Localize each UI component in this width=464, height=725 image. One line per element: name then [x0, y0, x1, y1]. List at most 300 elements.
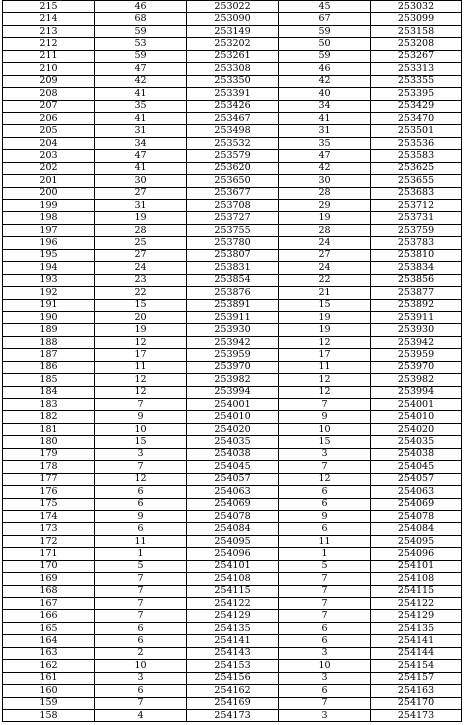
row-index-cell: 161 [3, 672, 95, 684]
row-index-cell: 197 [3, 224, 95, 236]
cumulative-b-cell: 254096 [371, 548, 462, 560]
count-a-cell: 27 [95, 249, 187, 261]
count-b-cell: 40 [279, 88, 371, 100]
cumulative-a-cell: 253831 [187, 262, 279, 274]
count-a-cell: 41 [95, 88, 187, 100]
count-a-cell: 31 [95, 125, 187, 137]
count-b-cell: 42 [279, 75, 371, 87]
cumulative-b-cell: 254163 [371, 685, 462, 697]
row-index-cell: 171 [3, 548, 95, 560]
cumulative-a-cell: 254122 [187, 598, 279, 610]
cumulative-b-cell: 253032 [371, 1, 462, 13]
row-index-cell: 178 [3, 461, 95, 473]
row-index-cell: 201 [3, 175, 95, 187]
table-row [3, 709, 462, 721]
count-a-cell: 11 [95, 361, 187, 373]
count-a-cell: 7 [95, 573, 187, 585]
count-a-cell: 31 [95, 200, 187, 212]
count-b-cell: 6 [279, 523, 371, 535]
row-index-cell: 194 [3, 262, 95, 274]
table-row [3, 560, 462, 572]
row-index-cell: 176 [3, 486, 95, 498]
cumulative-b-cell: 254010 [371, 411, 462, 423]
count-b-cell: 12 [279, 336, 371, 348]
table-row [3, 647, 462, 659]
cumulative-b-cell: 253158 [371, 25, 462, 37]
row-index-cell: 212 [3, 38, 95, 50]
cumulative-a-cell: 253391 [187, 88, 279, 100]
cumulative-b-cell: 254135 [371, 622, 462, 634]
cumulative-b-cell: 253930 [371, 324, 462, 336]
row-index-cell: 159 [3, 697, 95, 709]
count-b-cell: 31 [279, 125, 371, 137]
table-row [3, 324, 462, 336]
table-row [3, 436, 462, 448]
row-index-cell: 209 [3, 75, 95, 87]
count-a-cell: 3 [95, 448, 187, 460]
row-index-cell: 210 [3, 63, 95, 75]
cumulative-b-cell: 253959 [371, 349, 462, 361]
table-row [3, 237, 462, 249]
count-a-cell: 24 [95, 262, 187, 274]
cumulative-a-cell: 253942 [187, 336, 279, 348]
table-row [3, 63, 462, 75]
row-index-cell: 185 [3, 374, 95, 386]
table-row [3, 162, 462, 174]
count-a-cell: 68 [95, 13, 187, 25]
count-a-cell: 9 [95, 510, 187, 522]
row-index-cell: 191 [3, 299, 95, 311]
cumulative-a-cell: 254038 [187, 448, 279, 460]
table-row [3, 622, 462, 634]
count-b-cell: 59 [279, 50, 371, 62]
count-a-cell: 6 [95, 622, 187, 634]
table-row [3, 411, 462, 423]
cumulative-b-cell: 253759 [371, 224, 462, 236]
cumulative-b-cell: 253355 [371, 75, 462, 87]
count-a-cell: 7 [95, 697, 187, 709]
table-row [3, 25, 462, 37]
cumulative-b-cell: 254173 [371, 709, 462, 721]
count-b-cell: 5 [279, 560, 371, 572]
count-b-cell: 17 [279, 349, 371, 361]
row-index-cell: 207 [3, 100, 95, 112]
cumulative-a-cell: 254108 [187, 573, 279, 585]
cumulative-a-cell: 253620 [187, 162, 279, 174]
cumulative-a-cell: 253876 [187, 287, 279, 299]
count-a-cell: 35 [95, 100, 187, 112]
row-index-cell: 196 [3, 237, 95, 249]
data-table [2, 0, 462, 722]
count-b-cell: 3 [279, 709, 371, 721]
cumulative-b-cell: 253683 [371, 187, 462, 199]
count-b-cell: 6 [279, 486, 371, 498]
cumulative-a-cell: 253467 [187, 112, 279, 124]
cumulative-b-cell: 254045 [371, 461, 462, 473]
table-row [3, 548, 462, 560]
cumulative-b-cell: 253267 [371, 50, 462, 62]
count-a-cell: 19 [95, 324, 187, 336]
cumulative-a-cell: 253579 [187, 150, 279, 162]
count-a-cell: 7 [95, 610, 187, 622]
cumulative-b-cell: 254084 [371, 523, 462, 535]
count-a-cell: 22 [95, 287, 187, 299]
cumulative-b-cell: 253099 [371, 13, 462, 25]
table-row [3, 423, 462, 435]
row-index-cell: 166 [3, 610, 95, 622]
row-index-cell: 204 [3, 137, 95, 149]
row-index-cell: 193 [3, 274, 95, 286]
table-row [3, 212, 462, 224]
count-a-cell: 41 [95, 162, 187, 174]
cumulative-b-cell: 254101 [371, 560, 462, 572]
count-b-cell: 7 [279, 610, 371, 622]
count-b-cell: 11 [279, 361, 371, 373]
table-row [3, 187, 462, 199]
count-b-cell: 7 [279, 399, 371, 411]
count-b-cell: 11 [279, 535, 371, 547]
cumulative-b-cell: 254129 [371, 610, 462, 622]
count-a-cell: 5 [95, 560, 187, 572]
count-a-cell: 59 [95, 50, 187, 62]
count-b-cell: 9 [279, 411, 371, 423]
count-b-cell: 19 [279, 311, 371, 323]
table-row [3, 697, 462, 709]
cumulative-a-cell: 253202 [187, 38, 279, 50]
count-b-cell: 19 [279, 212, 371, 224]
count-a-cell: 12 [95, 374, 187, 386]
count-a-cell: 47 [95, 63, 187, 75]
count-a-cell: 10 [95, 423, 187, 435]
cumulative-a-cell: 253261 [187, 50, 279, 62]
count-b-cell: 34 [279, 100, 371, 112]
cumulative-a-cell: 253959 [187, 349, 279, 361]
count-b-cell: 6 [279, 622, 371, 634]
cumulative-b-cell: 254057 [371, 473, 462, 485]
table-row [3, 598, 462, 610]
cumulative-a-cell: 253426 [187, 100, 279, 112]
count-a-cell: 25 [95, 237, 187, 249]
count-a-cell: 41 [95, 112, 187, 124]
table-row [3, 523, 462, 535]
row-index-cell: 189 [3, 324, 95, 336]
row-index-cell: 202 [3, 162, 95, 174]
row-index-cell: 195 [3, 249, 95, 261]
cumulative-a-cell: 253807 [187, 249, 279, 261]
count-b-cell: 22 [279, 274, 371, 286]
cumulative-a-cell: 254129 [187, 610, 279, 622]
table-row [3, 125, 462, 137]
row-index-cell: 174 [3, 510, 95, 522]
count-a-cell: 17 [95, 349, 187, 361]
row-index-cell: 175 [3, 498, 95, 510]
cumulative-a-cell: 253780 [187, 237, 279, 249]
row-index-cell: 205 [3, 125, 95, 137]
cumulative-b-cell: 253982 [371, 374, 462, 386]
row-index-cell: 179 [3, 448, 95, 460]
cumulative-b-cell: 254038 [371, 448, 462, 460]
cumulative-b-cell: 253501 [371, 125, 462, 137]
row-index-cell: 158 [3, 709, 95, 721]
cumulative-b-cell: 253429 [371, 100, 462, 112]
table-row [3, 685, 462, 697]
row-index-cell: 163 [3, 647, 95, 659]
cumulative-b-cell: 254108 [371, 573, 462, 585]
count-b-cell: 67 [279, 13, 371, 25]
row-index-cell: 172 [3, 535, 95, 547]
row-index-cell: 167 [3, 598, 95, 610]
count-a-cell: 6 [95, 486, 187, 498]
table-row [3, 100, 462, 112]
count-b-cell: 7 [279, 461, 371, 473]
cumulative-a-cell: 254001 [187, 399, 279, 411]
row-index-cell: 213 [3, 25, 95, 37]
table-body [3, 1, 462, 722]
row-index-cell: 199 [3, 200, 95, 212]
cumulative-a-cell: 253022 [187, 1, 279, 13]
count-a-cell: 23 [95, 274, 187, 286]
row-index-cell: 215 [3, 1, 95, 13]
table-row [3, 38, 462, 50]
count-a-cell: 12 [95, 336, 187, 348]
table-row [3, 486, 462, 498]
count-a-cell: 42 [95, 75, 187, 87]
count-b-cell: 24 [279, 237, 371, 249]
cumulative-b-cell: 254141 [371, 635, 462, 647]
table-row [3, 13, 462, 25]
table-row [3, 175, 462, 187]
cumulative-b-cell: 253208 [371, 38, 462, 50]
row-index-cell: 187 [3, 349, 95, 361]
cumulative-a-cell: 254095 [187, 535, 279, 547]
row-index-cell: 170 [3, 560, 95, 572]
cumulative-b-cell: 254063 [371, 486, 462, 498]
cumulative-a-cell: 253532 [187, 137, 279, 149]
table-row [3, 535, 462, 547]
cumulative-a-cell: 254153 [187, 660, 279, 672]
row-index-cell: 160 [3, 685, 95, 697]
count-b-cell: 3 [279, 448, 371, 460]
table-row [3, 137, 462, 149]
cumulative-b-cell: 253395 [371, 88, 462, 100]
cumulative-a-cell: 254010 [187, 411, 279, 423]
row-index-cell: 190 [3, 311, 95, 323]
count-b-cell: 10 [279, 423, 371, 435]
cumulative-b-cell: 253731 [371, 212, 462, 224]
cumulative-b-cell: 253911 [371, 311, 462, 323]
count-a-cell: 9 [95, 411, 187, 423]
table-row [3, 274, 462, 286]
cumulative-a-cell: 253930 [187, 324, 279, 336]
row-index-cell: 184 [3, 386, 95, 398]
table-row [3, 262, 462, 274]
table-row [3, 573, 462, 585]
cumulative-a-cell: 254173 [187, 709, 279, 721]
cumulative-b-cell: 253783 [371, 237, 462, 249]
count-b-cell: 30 [279, 175, 371, 187]
row-index-cell: 177 [3, 473, 95, 485]
row-index-cell: 192 [3, 287, 95, 299]
table-row [3, 361, 462, 373]
table-row [3, 461, 462, 473]
count-a-cell: 1 [95, 548, 187, 560]
cumulative-b-cell: 254122 [371, 598, 462, 610]
cumulative-b-cell: 254154 [371, 660, 462, 672]
cumulative-b-cell: 254170 [371, 697, 462, 709]
row-index-cell: 206 [3, 112, 95, 124]
row-index-cell: 214 [3, 13, 95, 25]
count-b-cell: 24 [279, 262, 371, 274]
cumulative-a-cell: 253498 [187, 125, 279, 137]
cumulative-a-cell: 253149 [187, 25, 279, 37]
cumulative-b-cell: 253856 [371, 274, 462, 286]
cumulative-a-cell: 254063 [187, 486, 279, 498]
row-index-cell: 203 [3, 150, 95, 162]
count-a-cell: 4 [95, 709, 187, 721]
count-b-cell: 7 [279, 585, 371, 597]
table-row [3, 585, 462, 597]
cumulative-a-cell: 254020 [187, 423, 279, 435]
cumulative-a-cell: 253994 [187, 386, 279, 398]
count-b-cell: 12 [279, 386, 371, 398]
count-b-cell: 29 [279, 200, 371, 212]
cumulative-a-cell: 254035 [187, 436, 279, 448]
count-b-cell: 7 [279, 697, 371, 709]
cumulative-b-cell: 253810 [371, 249, 462, 261]
count-b-cell: 7 [279, 573, 371, 585]
count-a-cell: 2 [95, 647, 187, 659]
table-row [3, 498, 462, 510]
count-a-cell: 11 [95, 535, 187, 547]
count-b-cell: 42 [279, 162, 371, 174]
table-row [3, 75, 462, 87]
count-b-cell: 12 [279, 374, 371, 386]
count-a-cell: 3 [95, 672, 187, 684]
count-a-cell: 28 [95, 224, 187, 236]
cumulative-a-cell: 253677 [187, 187, 279, 199]
cumulative-a-cell: 254057 [187, 473, 279, 485]
cumulative-a-cell: 253708 [187, 200, 279, 212]
table-row [3, 610, 462, 622]
cumulative-a-cell: 254135 [187, 622, 279, 634]
cumulative-b-cell: 254020 [371, 423, 462, 435]
count-a-cell: 15 [95, 436, 187, 448]
cumulative-b-cell: 254095 [371, 535, 462, 547]
cumulative-b-cell: 254078 [371, 510, 462, 522]
count-b-cell: 3 [279, 672, 371, 684]
count-b-cell: 50 [279, 38, 371, 50]
table-row [3, 200, 462, 212]
count-a-cell: 46 [95, 1, 187, 13]
cumulative-a-cell: 253308 [187, 63, 279, 75]
cumulative-a-cell: 253650 [187, 175, 279, 187]
count-b-cell: 28 [279, 187, 371, 199]
count-b-cell: 28 [279, 224, 371, 236]
count-b-cell: 9 [279, 510, 371, 522]
cumulative-a-cell: 254069 [187, 498, 279, 510]
row-index-cell: 211 [3, 50, 95, 62]
cumulative-b-cell: 253712 [371, 200, 462, 212]
count-a-cell: 12 [95, 473, 187, 485]
count-b-cell: 7 [279, 598, 371, 610]
table-row [3, 635, 462, 647]
cumulative-b-cell: 253313 [371, 63, 462, 75]
cumulative-b-cell: 254001 [371, 399, 462, 411]
count-a-cell: 30 [95, 175, 187, 187]
count-b-cell: 46 [279, 63, 371, 75]
count-b-cell: 59 [279, 25, 371, 37]
count-b-cell: 45 [279, 1, 371, 13]
cumulative-b-cell: 253877 [371, 287, 462, 299]
table-row [3, 50, 462, 62]
cumulative-a-cell: 253854 [187, 274, 279, 286]
cumulative-b-cell: 253942 [371, 336, 462, 348]
cumulative-a-cell: 254101 [187, 560, 279, 572]
row-index-cell: 162 [3, 660, 95, 672]
cumulative-b-cell: 254144 [371, 647, 462, 659]
count-b-cell: 35 [279, 137, 371, 149]
count-a-cell: 19 [95, 212, 187, 224]
count-a-cell: 6 [95, 498, 187, 510]
row-index-cell: 198 [3, 212, 95, 224]
row-index-cell: 169 [3, 573, 95, 585]
count-a-cell: 7 [95, 399, 187, 411]
count-a-cell: 12 [95, 386, 187, 398]
cumulative-a-cell: 254084 [187, 523, 279, 535]
cumulative-a-cell: 254143 [187, 647, 279, 659]
count-b-cell: 27 [279, 249, 371, 261]
cumulative-a-cell: 254096 [187, 548, 279, 560]
row-index-cell: 186 [3, 361, 95, 373]
count-a-cell: 34 [95, 137, 187, 149]
count-b-cell: 15 [279, 436, 371, 448]
row-index-cell: 181 [3, 423, 95, 435]
table-row [3, 386, 462, 398]
cumulative-a-cell: 254169 [187, 697, 279, 709]
cumulative-a-cell: 253970 [187, 361, 279, 373]
table-row [3, 88, 462, 100]
cumulative-b-cell: 253536 [371, 137, 462, 149]
count-b-cell: 21 [279, 287, 371, 299]
cumulative-a-cell: 253891 [187, 299, 279, 311]
count-b-cell: 15 [279, 299, 371, 311]
table-row [3, 349, 462, 361]
cumulative-b-cell: 253583 [371, 150, 462, 162]
count-b-cell: 10 [279, 660, 371, 672]
cumulative-b-cell: 254035 [371, 436, 462, 448]
table-row [3, 287, 462, 299]
count-b-cell: 6 [279, 685, 371, 697]
cumulative-b-cell: 253994 [371, 386, 462, 398]
table-row [3, 510, 462, 522]
row-index-cell: 188 [3, 336, 95, 348]
count-b-cell: 1 [279, 548, 371, 560]
cumulative-a-cell: 253090 [187, 13, 279, 25]
table-row [3, 299, 462, 311]
count-a-cell: 59 [95, 25, 187, 37]
cumulative-a-cell: 253982 [187, 374, 279, 386]
count-b-cell: 6 [279, 635, 371, 647]
cumulative-b-cell: 254157 [371, 672, 462, 684]
cumulative-b-cell: 253892 [371, 299, 462, 311]
cumulative-a-cell: 254045 [187, 461, 279, 473]
row-index-cell: 200 [3, 187, 95, 199]
cumulative-b-cell: 253655 [371, 175, 462, 187]
count-a-cell: 47 [95, 150, 187, 162]
count-a-cell: 6 [95, 523, 187, 535]
cumulative-b-cell: 253834 [371, 262, 462, 274]
cumulative-a-cell: 253911 [187, 311, 279, 323]
